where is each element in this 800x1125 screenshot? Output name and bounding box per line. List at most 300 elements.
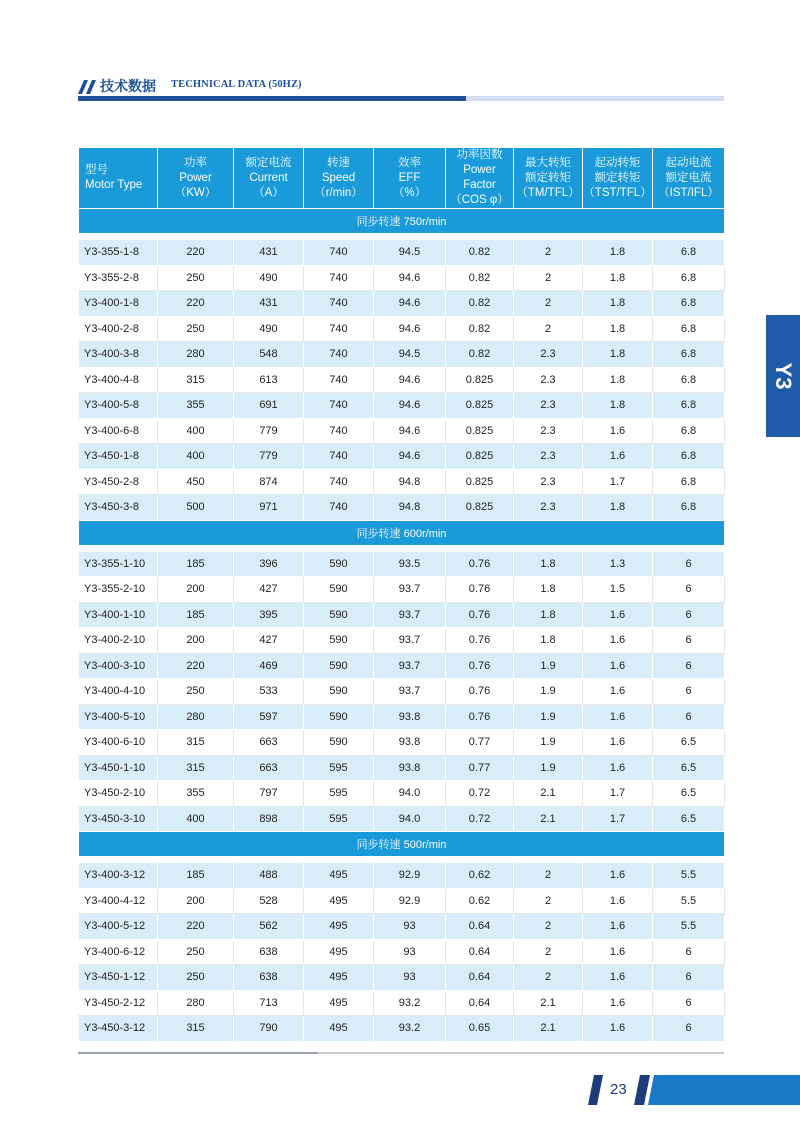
table-cell: 6.8 bbox=[653, 291, 725, 317]
table-cell: 5.5 bbox=[653, 888, 725, 914]
table-cell: 92.9 bbox=[374, 888, 446, 914]
column-header bbox=[304, 148, 374, 209]
table-cell: 200 bbox=[158, 577, 234, 603]
table-cell: 400 bbox=[158, 806, 234, 832]
table-cell: 2.1 bbox=[514, 990, 583, 1016]
table-row bbox=[79, 1016, 725, 1042]
table-cell: 2 bbox=[514, 316, 583, 342]
table-cell: 94.5 bbox=[374, 342, 446, 368]
table-cell: 1.8 bbox=[514, 577, 583, 603]
table-cell: 93 bbox=[374, 965, 446, 991]
table-cell: 1.6 bbox=[583, 704, 653, 730]
page-header bbox=[78, 76, 724, 102]
table-cell: 6 bbox=[653, 1016, 725, 1042]
section-header-row bbox=[79, 209, 725, 234]
table-cell: 185 bbox=[158, 551, 234, 577]
header-rule-accent bbox=[78, 96, 466, 101]
table-row bbox=[79, 914, 725, 940]
section-title: 同步转速 750r/min bbox=[79, 209, 725, 234]
table-cell: 6 bbox=[653, 965, 725, 991]
column-header-line: 额定转矩 bbox=[525, 171, 571, 184]
table-cell: 400 bbox=[158, 444, 234, 470]
table-cell: 613 bbox=[234, 367, 304, 393]
table-cell: 495 bbox=[304, 965, 374, 991]
table-cell: 0.82 bbox=[446, 240, 514, 266]
column-header-line: 额定电流 bbox=[245, 156, 292, 169]
motor-type-cell: Y3-400-3-12 bbox=[79, 863, 158, 889]
table-cell: 2.3 bbox=[514, 495, 583, 521]
table-cell: 200 bbox=[158, 888, 234, 914]
table-cell: 0.825 bbox=[446, 393, 514, 419]
column-header-line: （IST/IFL） bbox=[658, 186, 719, 199]
table-cell: 0.62 bbox=[446, 888, 514, 914]
table-cell: 0.82 bbox=[446, 316, 514, 342]
table-cell: 94.0 bbox=[374, 806, 446, 832]
table-cell: 2.3 bbox=[514, 469, 583, 495]
motor-type-cell: Y3-400-1-10 bbox=[79, 602, 158, 628]
table-cell: 6.8 bbox=[653, 367, 725, 393]
table-cell: 280 bbox=[158, 342, 234, 368]
table-row bbox=[79, 679, 725, 705]
table-cell: 874 bbox=[234, 469, 304, 495]
motor-type-cell: Y3-450-3-10 bbox=[79, 806, 158, 832]
table-cell: 185 bbox=[158, 602, 234, 628]
motor-type-cell: Y3-400-5-12 bbox=[79, 914, 158, 940]
table-row bbox=[79, 939, 725, 965]
table-cell: 495 bbox=[304, 990, 374, 1016]
column-header-line: EFF bbox=[398, 171, 421, 184]
table-cell: 663 bbox=[234, 755, 304, 781]
table-cell: 94.6 bbox=[374, 418, 446, 444]
table-row bbox=[79, 628, 725, 654]
column-header bbox=[514, 148, 583, 209]
table-cell: 490 bbox=[234, 316, 304, 342]
table-cell: 395 bbox=[234, 602, 304, 628]
table-cell: 94.8 bbox=[374, 495, 446, 521]
table-cell: 0.65 bbox=[446, 1016, 514, 1042]
table-cell: 94.6 bbox=[374, 393, 446, 419]
footer-rule bbox=[78, 1052, 724, 1054]
table-cell: 0.72 bbox=[446, 806, 514, 832]
table-cell: 0.64 bbox=[446, 965, 514, 991]
column-header bbox=[79, 148, 158, 209]
motor-type-cell: Y3-355-2-8 bbox=[79, 265, 158, 291]
column-header bbox=[446, 148, 514, 209]
table-cell: 0.64 bbox=[446, 914, 514, 940]
side-tab-label: Y3 bbox=[771, 362, 796, 390]
table-cell: 713 bbox=[234, 990, 304, 1016]
table-cell: 0.76 bbox=[446, 679, 514, 705]
table-cell: 590 bbox=[304, 704, 374, 730]
table-cell: 740 bbox=[304, 291, 374, 317]
table-row bbox=[79, 393, 725, 419]
table-cell: 0.77 bbox=[446, 755, 514, 781]
table-cell: 0.825 bbox=[446, 367, 514, 393]
header-title-cn: 技术数据 bbox=[100, 79, 156, 95]
table-cell: 93 bbox=[374, 914, 446, 940]
table-cell: 638 bbox=[234, 939, 304, 965]
table-cell: 0.82 bbox=[446, 265, 514, 291]
table-row bbox=[79, 806, 725, 832]
table-cell: 200 bbox=[158, 628, 234, 654]
table-cell: 6.8 bbox=[653, 418, 725, 444]
table-cell: 590 bbox=[304, 577, 374, 603]
table-cell: 0.825 bbox=[446, 469, 514, 495]
column-header-line: 起动转矩 bbox=[594, 156, 641, 169]
table-cell: 1.6 bbox=[583, 1016, 653, 1042]
table-cell: 1.7 bbox=[583, 806, 653, 832]
table-cell: 93.7 bbox=[374, 679, 446, 705]
table-cell: 0.76 bbox=[446, 653, 514, 679]
table-cell: 590 bbox=[304, 679, 374, 705]
table-cell: 595 bbox=[304, 806, 374, 832]
table-row bbox=[79, 755, 725, 781]
table-cell: 548 bbox=[234, 342, 304, 368]
table-cell: 2 bbox=[514, 240, 583, 266]
table-cell: 1.6 bbox=[583, 755, 653, 781]
column-header-line: 效率 bbox=[398, 156, 421, 169]
section-header-row bbox=[79, 832, 725, 857]
table-cell: 93.7 bbox=[374, 602, 446, 628]
table-cell: 94.6 bbox=[374, 444, 446, 470]
table-row bbox=[79, 653, 725, 679]
table-cell: 6.8 bbox=[653, 342, 725, 368]
table-cell: 396 bbox=[234, 551, 304, 577]
table-cell: 93.2 bbox=[374, 1016, 446, 1042]
motor-type-cell: Y3-355-2-10 bbox=[79, 577, 158, 603]
table-cell: 0.64 bbox=[446, 939, 514, 965]
table-cell: 6.5 bbox=[653, 781, 725, 807]
table-cell: 6.8 bbox=[653, 393, 725, 419]
table-cell: 469 bbox=[234, 653, 304, 679]
table-header-row bbox=[79, 148, 725, 209]
motor-type-cell: Y3-400-2-10 bbox=[79, 628, 158, 654]
motor-type-cell: Y3-400-4-8 bbox=[79, 367, 158, 393]
table-cell: 2.3 bbox=[514, 418, 583, 444]
table-cell: 6 bbox=[653, 679, 725, 705]
table-cell: 6 bbox=[653, 704, 725, 730]
table-cell: 1.9 bbox=[514, 755, 583, 781]
table-cell: 92.9 bbox=[374, 863, 446, 889]
motor-type-cell: Y3-400-6-8 bbox=[79, 418, 158, 444]
column-header bbox=[374, 148, 446, 209]
table-cell: 400 bbox=[158, 418, 234, 444]
column-header-line: Motor Type bbox=[85, 179, 143, 191]
table-cell: 500 bbox=[158, 495, 234, 521]
table-cell: 562 bbox=[234, 914, 304, 940]
table-cell: 6 bbox=[653, 602, 725, 628]
table-cell: 1.8 bbox=[514, 551, 583, 577]
table-cell: 495 bbox=[304, 914, 374, 940]
table-cell: 1.9 bbox=[514, 730, 583, 756]
table-cell: 590 bbox=[304, 628, 374, 654]
table-cell: 2.3 bbox=[514, 444, 583, 470]
table-cell: 0.76 bbox=[446, 704, 514, 730]
table-cell: 6.5 bbox=[653, 755, 725, 781]
table-cell: 2 bbox=[514, 939, 583, 965]
table-cell: 94.6 bbox=[374, 367, 446, 393]
motor-type-cell: Y3-450-2-8 bbox=[79, 469, 158, 495]
table-cell: 691 bbox=[234, 393, 304, 419]
table-cell: 2 bbox=[514, 965, 583, 991]
table-cell: 6.8 bbox=[653, 444, 725, 470]
table-cell: 595 bbox=[304, 755, 374, 781]
table-cell: 6.8 bbox=[653, 265, 725, 291]
section-title: 同步转速 500r/min bbox=[79, 832, 725, 857]
column-header-line: （COS φ） bbox=[450, 194, 509, 206]
table-cell: 220 bbox=[158, 914, 234, 940]
table-cell: 1.6 bbox=[583, 863, 653, 889]
table-cell: 431 bbox=[234, 240, 304, 266]
header-title-en: TECHNICAL DATA (50HZ) bbox=[171, 79, 302, 90]
table-cell: 1.8 bbox=[583, 265, 653, 291]
motor-type-cell: Y3-400-3-8 bbox=[79, 342, 158, 368]
table-cell: 1.6 bbox=[583, 679, 653, 705]
motor-type-cell: Y3-400-3-10 bbox=[79, 653, 158, 679]
table-cell: 740 bbox=[304, 240, 374, 266]
table-cell: 495 bbox=[304, 939, 374, 965]
motor-type-cell: Y3-450-2-10 bbox=[79, 781, 158, 807]
section-title: 同步转速 600r/min bbox=[79, 520, 725, 545]
table-cell: 971 bbox=[234, 495, 304, 521]
table-cell: 6 bbox=[653, 628, 725, 654]
table-cell: 590 bbox=[304, 653, 374, 679]
table-cell: 488 bbox=[234, 863, 304, 889]
table-cell: 1.6 bbox=[583, 965, 653, 991]
table-cell: 6.5 bbox=[653, 730, 725, 756]
table-cell: 2 bbox=[514, 291, 583, 317]
table-cell: 6.8 bbox=[653, 469, 725, 495]
side-tab bbox=[766, 315, 800, 437]
column-header-line: Current bbox=[249, 171, 288, 184]
table-cell: 0.77 bbox=[446, 730, 514, 756]
table-cell: 6.8 bbox=[653, 316, 725, 342]
table-cell: 93.7 bbox=[374, 653, 446, 679]
motor-type-cell: Y3-400-5-8 bbox=[79, 393, 158, 419]
table-row bbox=[79, 240, 725, 266]
column-header-line: 额定转矩 bbox=[594, 171, 641, 184]
table-cell: 0.825 bbox=[446, 495, 514, 521]
table-cell: 220 bbox=[158, 653, 234, 679]
table-cell: 740 bbox=[304, 469, 374, 495]
table-row bbox=[79, 291, 725, 317]
column-header-line: 功率 bbox=[184, 156, 207, 169]
section-header-row bbox=[79, 520, 725, 545]
table-cell: 597 bbox=[234, 704, 304, 730]
table-cell: 6.8 bbox=[653, 495, 725, 521]
table-cell: 0.76 bbox=[446, 628, 514, 654]
table-row bbox=[79, 495, 725, 521]
table-cell: 94.6 bbox=[374, 316, 446, 342]
table-cell: 1.3 bbox=[583, 551, 653, 577]
table-cell: 355 bbox=[158, 781, 234, 807]
table-cell: 2 bbox=[514, 863, 583, 889]
table-cell: 427 bbox=[234, 628, 304, 654]
table-cell: 1.8 bbox=[583, 316, 653, 342]
table-row bbox=[79, 730, 725, 756]
table-cell: 797 bbox=[234, 781, 304, 807]
table-cell: 2.3 bbox=[514, 367, 583, 393]
table-cell: 93.8 bbox=[374, 755, 446, 781]
table-cell: 6.5 bbox=[653, 806, 725, 832]
table-cell: 590 bbox=[304, 602, 374, 628]
table-cell: 0.76 bbox=[446, 602, 514, 628]
column-header-line: 起动电流 bbox=[665, 156, 712, 169]
table-cell: 590 bbox=[304, 551, 374, 577]
motor-type-cell: Y3-400-4-10 bbox=[79, 679, 158, 705]
table-cell: 1.6 bbox=[583, 990, 653, 1016]
table-cell: 898 bbox=[234, 806, 304, 832]
table-cell: 2.1 bbox=[514, 781, 583, 807]
table-cell: 250 bbox=[158, 939, 234, 965]
table-cell: 1.6 bbox=[583, 653, 653, 679]
table-cell: 93.7 bbox=[374, 577, 446, 603]
table-cell: 790 bbox=[234, 1016, 304, 1042]
table-cell: 740 bbox=[304, 418, 374, 444]
table-cell: 0.62 bbox=[446, 863, 514, 889]
table-cell: 595 bbox=[304, 781, 374, 807]
table-cell: 280 bbox=[158, 704, 234, 730]
motor-type-cell: Y3-400-2-8 bbox=[79, 316, 158, 342]
column-header-line: Speed bbox=[321, 171, 356, 184]
table-cell: 427 bbox=[234, 577, 304, 603]
table-cell: 590 bbox=[304, 730, 374, 756]
table-row bbox=[79, 265, 725, 291]
column-header bbox=[234, 148, 304, 209]
motor-type-cell: Y3-355-1-8 bbox=[79, 240, 158, 266]
table-cell: 0.76 bbox=[446, 551, 514, 577]
table-cell: 0.82 bbox=[446, 342, 514, 368]
table-cell: 93.5 bbox=[374, 551, 446, 577]
page-number: 23 bbox=[610, 1081, 627, 1098]
table-cell: 495 bbox=[304, 888, 374, 914]
table-cell: 250 bbox=[158, 679, 234, 705]
table-cell: 355 bbox=[158, 393, 234, 419]
table-row bbox=[79, 551, 725, 577]
column-header-line: 功率因数 bbox=[456, 149, 503, 161]
table-cell: 740 bbox=[304, 393, 374, 419]
table-cell: 1.9 bbox=[514, 704, 583, 730]
table-cell: 740 bbox=[304, 342, 374, 368]
motor-type-cell: Y3-450-1-10 bbox=[79, 755, 158, 781]
table-cell: 5.5 bbox=[653, 863, 725, 889]
table-cell: 2.1 bbox=[514, 1016, 583, 1042]
table-row bbox=[79, 577, 725, 603]
motor-type-cell: Y3-400-1-8 bbox=[79, 291, 158, 317]
table-cell: 0.825 bbox=[446, 418, 514, 444]
table-cell: 185 bbox=[158, 863, 234, 889]
table-row bbox=[79, 418, 725, 444]
table-cell: 2 bbox=[514, 914, 583, 940]
table-row bbox=[79, 342, 725, 368]
table-cell: 1.6 bbox=[583, 888, 653, 914]
table-cell: 528 bbox=[234, 888, 304, 914]
table-cell: 2.1 bbox=[514, 806, 583, 832]
column-header-line: 转速 bbox=[327, 156, 350, 169]
table-cell: 1.7 bbox=[583, 781, 653, 807]
table-cell: 740 bbox=[304, 316, 374, 342]
table-cell: 1.6 bbox=[583, 444, 653, 470]
column-header bbox=[158, 148, 234, 209]
column-header-line: 最大转矩 bbox=[525, 156, 571, 169]
table-cell: 94.5 bbox=[374, 240, 446, 266]
table-cell: 779 bbox=[234, 444, 304, 470]
table-cell: 220 bbox=[158, 240, 234, 266]
table-cell: 490 bbox=[234, 265, 304, 291]
table-cell: 1.8 bbox=[514, 602, 583, 628]
table-cell: 638 bbox=[234, 965, 304, 991]
table-cell: 6 bbox=[653, 939, 725, 965]
motor-type-cell: Y3-400-4-12 bbox=[79, 888, 158, 914]
table-cell: 6 bbox=[653, 653, 725, 679]
table-row bbox=[79, 602, 725, 628]
table-cell: 779 bbox=[234, 418, 304, 444]
table-cell: 0.82 bbox=[446, 291, 514, 317]
table-cell: 1.5 bbox=[583, 577, 653, 603]
table-cell: 315 bbox=[158, 755, 234, 781]
table-row bbox=[79, 367, 725, 393]
table-cell: 495 bbox=[304, 1016, 374, 1042]
table-cell: 1.6 bbox=[583, 730, 653, 756]
column-header-line: （r/min） bbox=[314, 186, 363, 199]
table-cell: 315 bbox=[158, 1016, 234, 1042]
table-row bbox=[79, 444, 725, 470]
column-header-line: （%） bbox=[392, 186, 427, 199]
table-cell: 2 bbox=[514, 265, 583, 291]
table-row bbox=[79, 990, 725, 1016]
motor-type-cell: Y3-450-1-12 bbox=[79, 965, 158, 991]
table-cell: 1.7 bbox=[583, 469, 653, 495]
table-cell: 2.3 bbox=[514, 393, 583, 419]
table-cell: 94.0 bbox=[374, 781, 446, 807]
table-cell: 0.76 bbox=[446, 577, 514, 603]
table-cell: 431 bbox=[234, 291, 304, 317]
column-header-line: Power bbox=[179, 171, 212, 184]
table-cell: 93.8 bbox=[374, 730, 446, 756]
table-cell: 93 bbox=[374, 939, 446, 965]
table-cell: 1.6 bbox=[583, 418, 653, 444]
table-cell: 663 bbox=[234, 730, 304, 756]
table-cell: 250 bbox=[158, 265, 234, 291]
table-cell: 740 bbox=[304, 367, 374, 393]
table-cell: 94.6 bbox=[374, 265, 446, 291]
column-header bbox=[583, 148, 653, 209]
table-cell: 2.3 bbox=[514, 342, 583, 368]
column-header-line: （KW） bbox=[174, 186, 217, 199]
table-cell: 740 bbox=[304, 495, 374, 521]
motor-type-cell: Y3-450-3-12 bbox=[79, 1016, 158, 1042]
table-cell: 2 bbox=[514, 888, 583, 914]
table-cell: 94.8 bbox=[374, 469, 446, 495]
technical-data-table bbox=[78, 147, 725, 1042]
table-cell: 533 bbox=[234, 679, 304, 705]
table-cell: 740 bbox=[304, 444, 374, 470]
table-cell: 6 bbox=[653, 551, 725, 577]
table-row bbox=[79, 965, 725, 991]
table-cell: 93.7 bbox=[374, 628, 446, 654]
table-row bbox=[79, 781, 725, 807]
column-header-line: （TST/TFL） bbox=[583, 186, 652, 199]
column-header-line: （TM/TFL） bbox=[516, 186, 580, 199]
table-cell: 1.8 bbox=[583, 495, 653, 521]
table-cell: 1.9 bbox=[514, 679, 583, 705]
table-cell: 94.6 bbox=[374, 291, 446, 317]
column-header-line: 型号 bbox=[85, 164, 108, 176]
table-cell: 1.9 bbox=[514, 653, 583, 679]
table-cell: 220 bbox=[158, 291, 234, 317]
table-cell: 6.8 bbox=[653, 240, 725, 266]
table-cell: 495 bbox=[304, 863, 374, 889]
